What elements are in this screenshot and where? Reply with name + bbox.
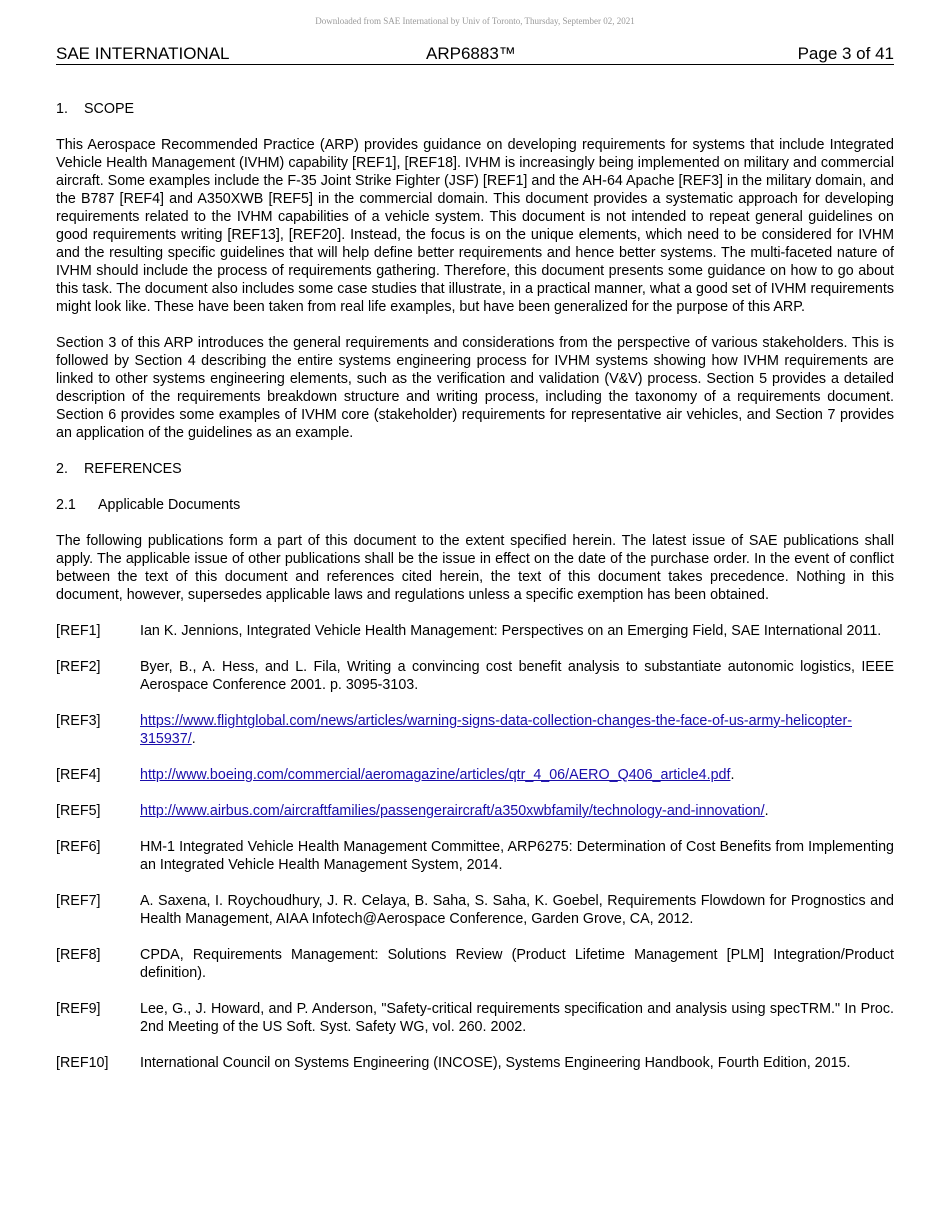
section-title: SCOPE	[84, 101, 135, 117]
publisher-name: SAE INTERNATIONAL	[56, 44, 230, 63]
download-watermark: Downloaded from SAE International by Univ of Toronto, Thursday, September 02, 2021	[315, 16, 635, 26]
scope-paragraph: Section 3 of this ARP introduces the general requirements and considerations from the perspective of various stakeholders. This is followed by Section 4 describing the entire systems engineering process for IVHM systems showing how IVHM requirements are linked to other systems engineering elements, such as the verification and validation (V&V) process. Section 5 provides a detailed description of the requirements breakdown structure and writing process, including the taxonomy of a requirements document. Section 6 provides some examples of IVHM core (stakeholder) requirements for representative air vehicles, and Section 7 provides an application of the guidelines as an example.	[56, 335, 894, 441]
reference-label: [REF7]	[56, 893, 101, 909]
reference-entry	[56, 1054, 894, 1072]
reference-text: International Council on Systems Engineering (INCOSE), Systems Engineering Handbook, Fourth Edition, 2015.	[140, 1055, 851, 1071]
reference-suffix: .	[191, 731, 196, 747]
section-number: 2.	[56, 461, 68, 477]
page-number: Page 3 of 41	[797, 44, 894, 63]
reference-text: A. Saxena, I. Roychoudhury, J. R. Celaya, B. Saha, S. Saha, K. Goebel, Requirements Flowdown for Prognostics and Health Management, AIAA Infotech@Aerospace Conference, Garden Grove, CA, 2012.	[140, 893, 894, 927]
reference-label: [REF9]	[56, 1001, 101, 1017]
reference-entry	[56, 802, 894, 820]
reference-text: HM-1 Integrated Vehicle Health Management Committee, ARP6275: Determination of Cost Benefits from Implementing an Integrated Vehicle Health Management System, 2014.	[140, 839, 894, 873]
applicable-documents-paragraph: The following publications form a part of this document to the extent specified herein. The latest issue of SAE publications shall apply. The applicable issue of other publications shall be the issue in effect on the date of the purchase order. In the event of conflict between the text of this document and references cited herein, the text of this document takes precedence. Nothing in this document, however, supersedes applicable laws and regulations unless a specific exemption has been obtained.	[56, 533, 894, 603]
reference-text	[140, 712, 894, 748]
section-number: 1.	[56, 101, 68, 117]
reference-label: [REF4]	[56, 767, 101, 783]
reference-entry	[56, 622, 894, 640]
reference-entry	[56, 712, 894, 748]
reference-entry	[56, 658, 894, 694]
reference-entry	[56, 766, 894, 784]
reference-text: Byer, B., A. Hess, and L. Fila, Writing a convincing cost benefit analysis to substantiate autonomic logistics, IEEE Aerospace Conference 2001. p. 3095-3103.	[140, 659, 894, 693]
reference-suffix: .	[764, 803, 769, 819]
reference-text: CPDA, Requirements Management: Solutions Review (Product Lifetime Management [PLM] Integration/Product definition).	[140, 947, 894, 981]
reference-text: Lee, G., J. Howard, and P. Anderson, "Safety-critical requirements specification and analysis using specTRM." In Proc. 2nd Meeting of the US Soft. Syst. Safety WG, vol. 260. 2002.	[140, 1001, 894, 1035]
reference-link[interactable]: https://www.flightglobal.com/news/articles/warning-signs-data-collection-changes-the-face-of-us-army-helicopter-315937/	[140, 713, 852, 747]
section-title: REFERENCES	[84, 461, 182, 477]
reference-entry	[56, 892, 894, 928]
reference-label: [REF5]	[56, 803, 101, 819]
reference-link[interactable]: http://www.airbus.com/aircraftfamilies/passengeraircraft/a350xwbfamily/technology-and-innovation/	[140, 803, 765, 819]
reference-label: [REF3]	[56, 713, 101, 729]
reference-suffix: .	[730, 767, 735, 783]
reference-label: [REF10]	[56, 1055, 109, 1071]
reference-entry	[56, 946, 894, 982]
document-body	[56, 100, 894, 1072]
reference-text: Ian K. Jennions, Integrated Vehicle Health Management: Perspectives on an Emerging Field, SAE International 2011.	[140, 623, 882, 639]
page-header	[56, 44, 894, 65]
reference-label: [REF8]	[56, 947, 101, 963]
subsection-title: Applicable Documents	[98, 497, 241, 513]
document-number: ARP6883™	[426, 44, 516, 63]
reference-entry	[56, 838, 894, 874]
reference-text	[140, 802, 894, 820]
scope-paragraph: This Aerospace Recommended Practice (ARP) provides guidance on developing requirements for systems that include Integrated Vehicle Health Management (IVHM) capability [REF1], [REF18]. IVHM is increasingly being implemented on military and commercial aircraft. Some examples include the F-35 Joint Strike Fighter (JSF) [REF1] and the AH-64 Apache [REF3] in the military domain, and the B787 [REF4] and A350XWB [REF5] in the commercial domain. This document provides a systematic approach for developing requirements related to the IVHM capabilities of a vehicle system. This document is not intended to repeat general guidelines on good requirements writing [REF13], [REF20]. Instead, the focus is on the unique elements, which need to be considered for IVHM and the resulting specific guidelines that will help define better requirements and hence better systems. The multi-faceted nature of IVHM should include the process of requirements gathering. Therefore, this document presents some guidance on how to go about this task. The document also includes some case studies that illustrate, in a practical manner, what a good set of IVHM requirements might look like. These have been taken from real life examples, but have been generalized for the purpose of this ARP.	[56, 137, 894, 315]
section-heading-references	[56, 460, 894, 478]
reference-entry	[56, 1000, 894, 1036]
section-heading-scope	[56, 100, 894, 118]
reference-label: [REF2]	[56, 659, 101, 675]
reference-text	[140, 766, 894, 784]
reference-label: [REF1]	[56, 623, 101, 639]
subsection-heading-applicable-documents	[56, 496, 894, 514]
subsection-number: 2.1	[56, 497, 76, 513]
reference-label: [REF6]	[56, 839, 101, 855]
reference-link[interactable]: http://www.boeing.com/commercial/aeromagazine/articles/qtr_4_06/AERO_Q406_article4.pdf	[140, 767, 731, 783]
